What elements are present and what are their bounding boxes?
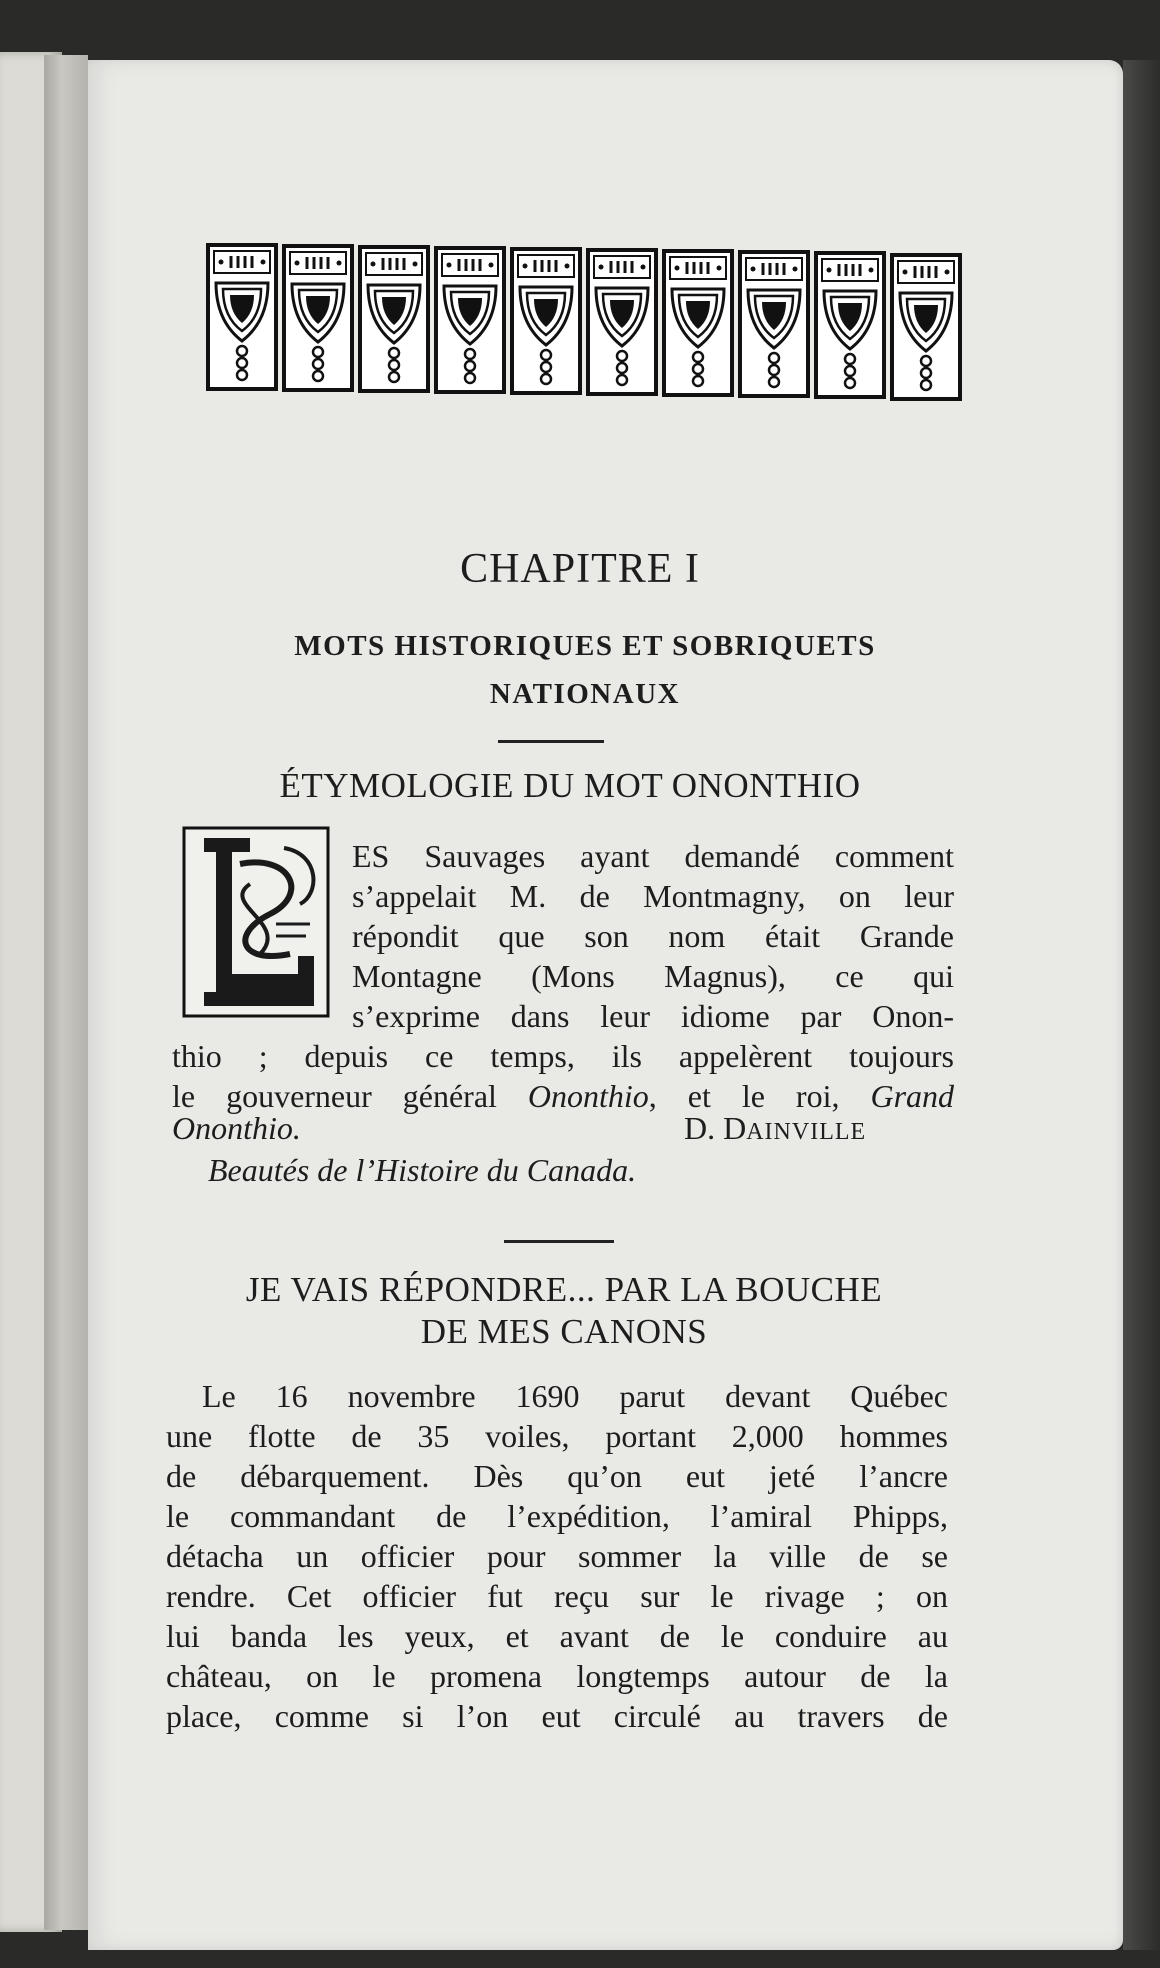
section-divider bbox=[498, 740, 604, 743]
section1-line-8 bbox=[172, 1110, 301, 1147]
section2-line-3: de débarquement. Dès qu’on eut jeté l’ancre bbox=[166, 1458, 948, 1494]
grand-italic: Grand bbox=[870, 1078, 955, 1114]
section2-line-1: Le 16 novembre 1690 parut devant Québec bbox=[202, 1378, 948, 1414]
section1-heading: ÉTYMOLOGIE DU MOT ONONTHIO bbox=[279, 766, 861, 805]
section1-text-indented bbox=[352, 836, 954, 1036]
author-name bbox=[684, 1110, 866, 1147]
page-right-edge bbox=[1123, 60, 1160, 1950]
drop-cap-letter: L bbox=[256, 916, 263, 927]
section2-line-6: rendre. Cet officier fut reçu sur le rivage ; on bbox=[166, 1578, 948, 1614]
section2-line-8: château, on le promena longtemps autour de la bbox=[166, 1658, 948, 1694]
author-initial: D. D bbox=[684, 1110, 747, 1146]
section2-line-7: lui banda les yeux, et avant de le conduire au bbox=[166, 1618, 948, 1654]
section1-line-1: ES Sauvages ayant demandé comment bbox=[352, 838, 954, 874]
book-spine bbox=[44, 55, 88, 1930]
section2-heading-line-2: DE MES CANONS bbox=[420, 1312, 708, 1351]
section1-line-6: thio ; depuis ce temps, ils appelèrent toujours bbox=[172, 1038, 954, 1074]
line7-mid: , et le roi, bbox=[648, 1078, 871, 1114]
source-citation bbox=[208, 1152, 636, 1189]
section1-line-4: Montagne (Mons Magnus), ce qui bbox=[352, 958, 954, 994]
section1-line-5: s’exprime dans leur idiome par Onon- bbox=[352, 998, 954, 1034]
section2-heading-line-1: JE VAIS RÉPONDRE... PAR LA BOUCHE bbox=[245, 1270, 883, 1309]
section1-text-full bbox=[172, 1036, 954, 1116]
chapter-subtitle bbox=[200, 622, 970, 718]
subtitle-line-2: NATIONAUX bbox=[489, 678, 681, 710]
line7-prefix: le gouverneur général bbox=[172, 1078, 528, 1114]
section1-line-3: répondit que son nom était Grande bbox=[352, 918, 954, 954]
subtitle-line-1: MOTS HISTORIQUES ET SOBRIQUETS bbox=[294, 630, 876, 662]
ononthio-grand-italic: Ononthio. bbox=[172, 1110, 301, 1146]
ononthio-italic: Ononthio bbox=[527, 1078, 649, 1114]
author-rest: AINVILLE bbox=[746, 1119, 867, 1145]
chapter-title: CHAPITRE I bbox=[460, 546, 700, 592]
section-divider-2 bbox=[504, 1240, 614, 1243]
section2-heading bbox=[164, 1270, 964, 1352]
section2-line-9: place, comme si l’on eut circulé au travers de bbox=[166, 1698, 948, 1734]
section2-line-2: une flotte de 35 voiles, portant 2,000 hommes bbox=[166, 1418, 948, 1454]
source-title: Beautés de l’Histoire du Canada. bbox=[208, 1152, 637, 1188]
header-ornament bbox=[206, 243, 962, 405]
section2-line-4: le commandant de l’expédition, l’amiral Phipps, bbox=[166, 1498, 948, 1534]
section2-body bbox=[166, 1376, 948, 1736]
drop-cap-ornament bbox=[180, 824, 332, 1020]
section2-line-5: détacha un officier pour sommer la ville de se bbox=[166, 1538, 948, 1574]
section1-line-2: s’appelait M. de Montmagny, on leur bbox=[352, 878, 954, 914]
